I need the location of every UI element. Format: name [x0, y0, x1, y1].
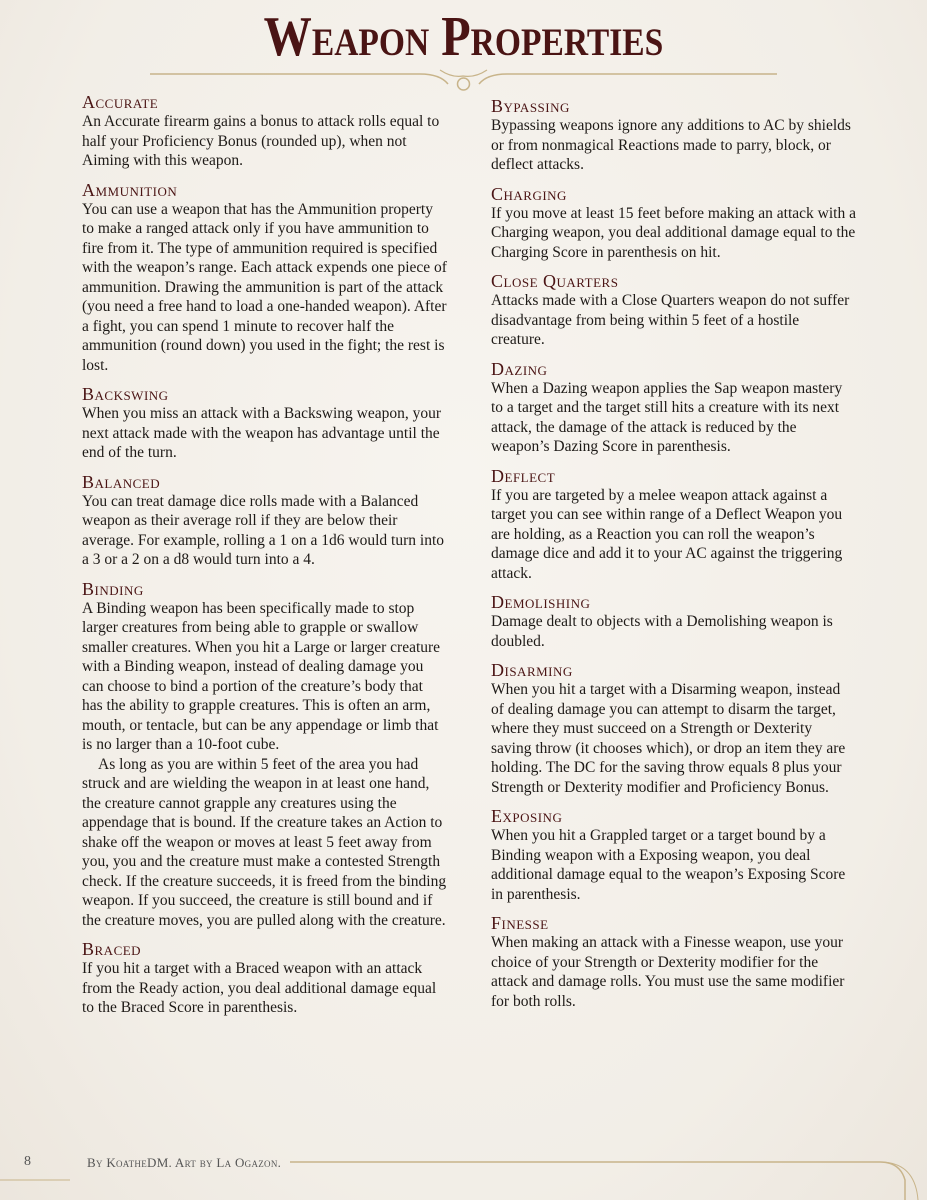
entry-balanced	[82, 472, 447, 570]
entry-body-paragraph-2: As long as you are within 5 feet of the area you had struck and are wielding the weapon in at least one hand, the creature cannot grapple any creatures using the appendage that is bound. If the creature takes an Action to shake off the weapon or moves at least 5 feet away from you, you and the creature must make a contested Strength check. If the creature succeeds, it is freed from the binding weapon. If you succeed, the creature is still bound and if the creature moves, you are pulled along with the creature.	[82, 755, 447, 929]
entry-body: When you miss an attack with a Backswing weapon, your next attack made with the weapon has advantage until the end of the turn.	[82, 405, 441, 461]
entry-title: Braced	[82, 939, 142, 959]
entry-backswing	[82, 384, 447, 463]
title-ornament	[0, 62, 927, 92]
page-title: Weapon Properties	[263, 6, 664, 68]
entry-body: When you hit a Grappled target or a target bound by a Binding weapon with a Exposing weapon, you deal additional damage equal to the weapon’s Exposing Score in parenthesis.	[491, 827, 846, 903]
entry-title: Charging	[491, 183, 567, 204]
entry-body: When making an attack with a Finesse weapon, use your choice of your Strength or Dexterity modifier for the attack and damage rolls. You must use the same modifier for both rolls.	[491, 934, 845, 1010]
entry-ammunition	[82, 180, 447, 376]
entry-title: Demolishing	[491, 592, 591, 612]
entry-title: Binding	[82, 578, 144, 599]
entry-charging	[491, 184, 856, 263]
entry-body: If you hit a target with a Braced weapon with an attack from the Ready action, you deal additional damage equal to the Braced Score in parenthesis.	[82, 960, 437, 1016]
entry-title: Dazing	[491, 358, 548, 379]
entry-title: Ammunition	[82, 179, 178, 200]
entry-dazing	[491, 359, 856, 457]
entry-finesse	[491, 913, 856, 1011]
entry-title: Backswing	[82, 384, 169, 404]
entry-body: An Accurate firearm gains a bonus to attack rolls equal to half your Proficiency Bonus (rounded up), when not Aiming with this weapon.	[82, 113, 440, 169]
entry-title: Close Quarters	[491, 271, 619, 291]
entry-body: If you are targeted by a melee weapon attack against a target you can see within range of a Deflect Weapon you are holding, as a Reaction you can roll the weapon’s damage dice and add it to your AC against the triggering attack.	[491, 486, 843, 582]
entry-bypassing	[491, 96, 856, 175]
entry-accurate	[82, 92, 447, 171]
entry-title: Accurate	[82, 92, 159, 112]
entry-braced	[82, 939, 447, 1018]
left-column	[82, 92, 447, 1027]
entry-body: If you move at least 15 feet before making an attack with a Charging weapon, you deal additional damage equal to the Charging Score in parenthesis on hit.	[491, 204, 856, 261]
entry-body: When a Dazing weapon applies the Sap weapon mastery to a target and the target still hits a creature with its next attack, the damage of the attack is reduced by the weapon’s Dazing Score in parenthesis.	[491, 379, 843, 455]
entry-body: Attacks made with a Close Quarters weapon do not suffer disadvantage from being within 5 feet of a hostile creature.	[491, 292, 850, 348]
entry-close-quarters	[491, 271, 856, 350]
entry-body: Bypassing weapons ignore any additions to AC by shields or from nonmagical Reactions made to parry, block, or deflect attacks.	[491, 117, 851, 173]
entry-body: You can treat damage dice rolls made with a Balanced weapon as their average roll if they are below their average. For example, rolling a 1 on a 1d6 would turn into a 3 or a 2 on a d8 would turn into a 4.	[82, 492, 445, 568]
entry-demolishing	[491, 592, 856, 651]
entry-title: Finesse	[491, 913, 549, 933]
page-number: 8	[24, 1154, 31, 1169]
entry-title: Bypassing	[491, 96, 570, 116]
entry-deflect	[491, 466, 856, 584]
entry-title: Balanced	[82, 471, 161, 492]
entry-title: Disarming	[491, 660, 573, 680]
entry-body: A Binding weapon has been specifically made to stop larger creatures from being able to grapple or swallow smaller creatures. When you hit a Large or larger creature with a Binding weapon, instead of dealing damage you can choose to bind a portion of the creature’s body that has the ability to grapple creatures. This is often an arm, mouth, or tentacle, but can be any appendage or limb that is no larger than a 10-foot cube.	[82, 599, 441, 753]
entry-disarming	[491, 660, 856, 797]
entry-exposing	[491, 806, 856, 904]
footer-credit: By KoatheDM. Art by La Ogazon.	[87, 1155, 282, 1170]
right-column	[491, 96, 856, 1020]
entry-body: Damage dealt to objects with a Demolishing weapon is doubled.	[491, 613, 833, 650]
entry-title: Deflect	[491, 465, 556, 486]
entry-body: When you hit a target with a Disarming weapon, instead of dealing damage you can attempt to disarm the target, where they must succeed on a Strength or Dexterity saving throw (it chooses which), or drop an item they are holding. The DC for the saving throw equals 8 plus your Strength or Dexterity modifier and Proficiency Bonus.	[491, 681, 846, 796]
entry-binding	[82, 579, 447, 931]
entry-body: You can use a weapon that has the Ammunition property to make a ranged attack only if you have ammunition to fire from it. The type of ammunition required is specified with the weapon’s range. Each attack expends one piece of ammunition. Drawing the ammunition is part of the attack (you need a free hand to load a one-handed weapon). After a fight, you can spend 1 minute to recover half the ammunition (round down) you used in the fight; the rest is lost.	[82, 200, 447, 374]
entry-title: Exposing	[491, 806, 563, 826]
